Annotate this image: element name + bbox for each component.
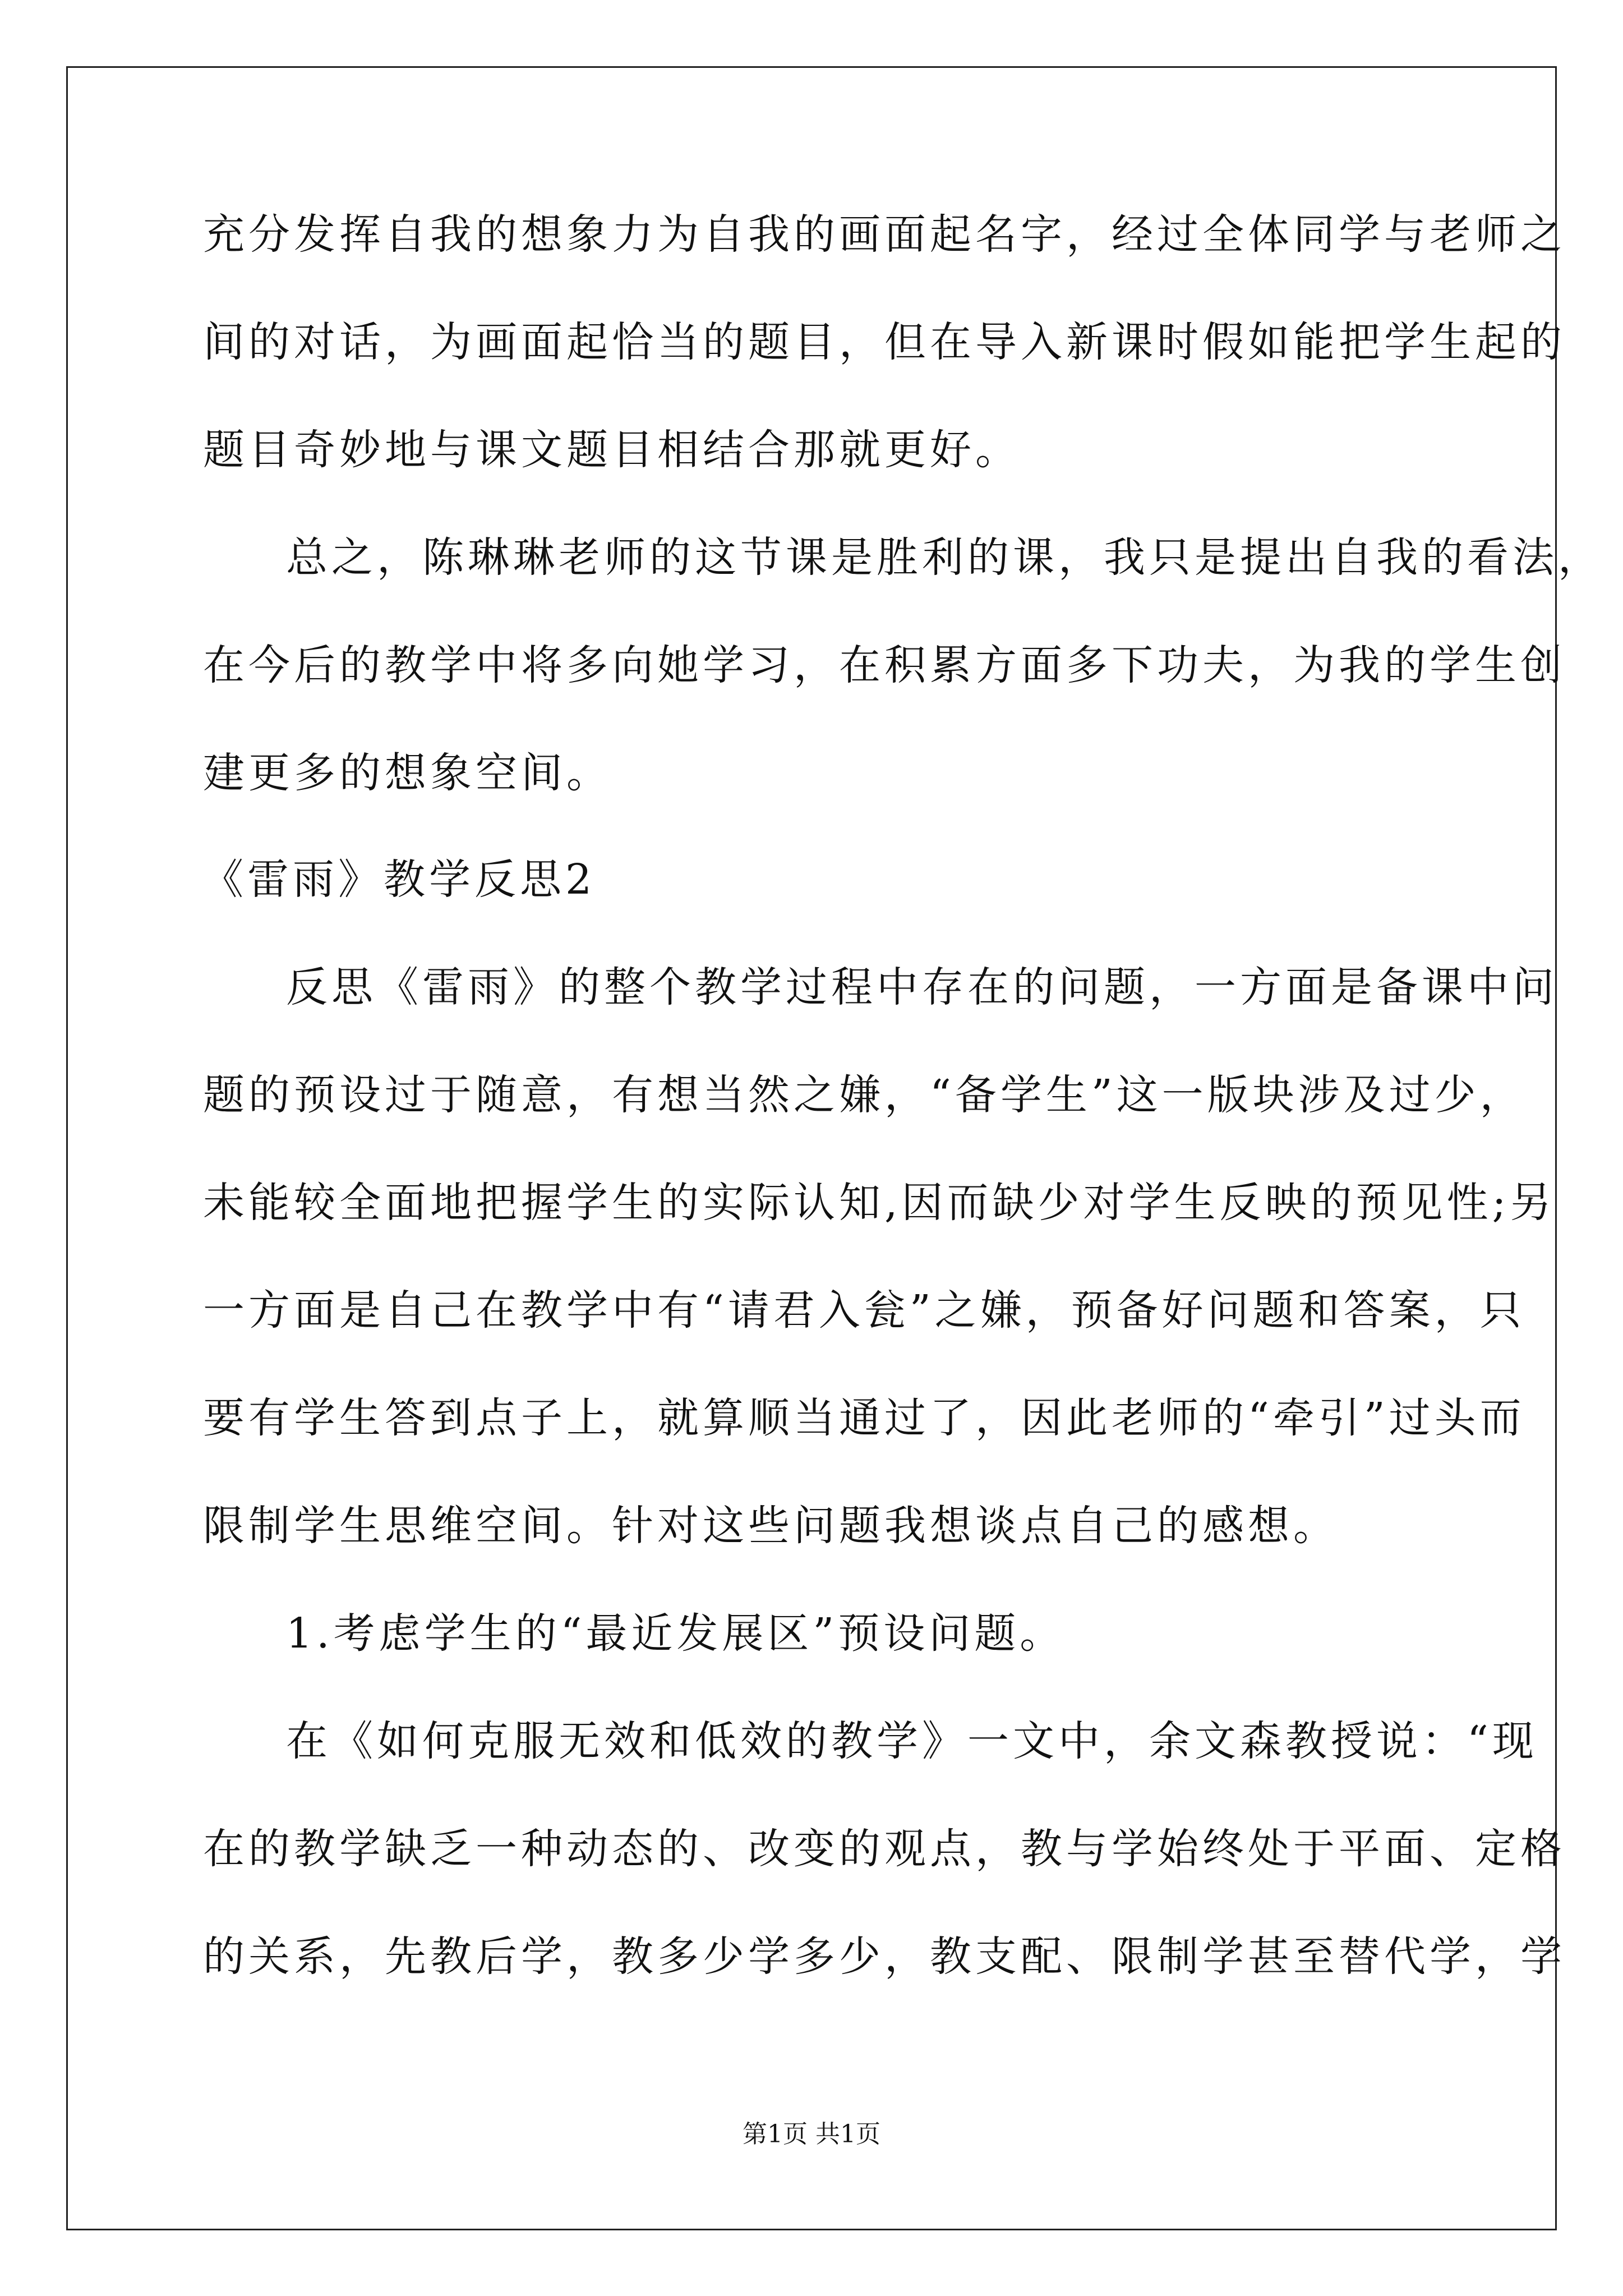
paragraph-line: 的关系，先教后学，教多少学多少，教支配、限制学甚至替代学，学 bbox=[203, 1932, 1566, 1981]
paragraph-line: 未能较全面地把握学生的实际认知,因而缺少对学生反映的预见性;另 bbox=[203, 1179, 1556, 1227]
section-heading: 《雷雨》教学反思2 bbox=[202, 855, 596, 904]
paragraph-line: 要有学生答到点子上，就算顺当通过了，因此老师的“牵引”过头而 bbox=[203, 1394, 1525, 1442]
paragraph-line: 间的对话，为画面起恰当的题目，但在导入新课时假如能把学生起的 bbox=[203, 318, 1566, 366]
page-number-footer: 第1页 共1页 bbox=[743, 2120, 880, 2148]
paragraph-line: 限制学生思维空间。针对这些问题我想谈点自己的感想。 bbox=[203, 1502, 1339, 1550]
paragraph-line: 反思《雷雨》的整个教学过程中存在的问题，一方面是备课中问 bbox=[286, 963, 1558, 1011]
paragraph-line: 题的预设过于随意，有想当然之嫌，“备学生”这一版块涉及过少， bbox=[203, 1071, 1525, 1119]
paragraph-line: 在《如何克服无效和低效的教学》一文中，余文森教授说：“现 bbox=[286, 1717, 1538, 1765]
numbered-item: 1.考虑学生的“最近发展区”预设问题。 bbox=[286, 1609, 1066, 1658]
paragraph-line: 在的教学缺乏一种动态的、改变的观点，教与学始终处于平面、定格 bbox=[203, 1825, 1566, 1873]
page-border bbox=[66, 66, 1557, 2230]
paragraph-line: 建更多的想象空间。 bbox=[203, 749, 612, 797]
paragraph-line: 一方面是自己在教学中有“请君入瓮”之嫌，预备好问题和答案，只 bbox=[203, 1286, 1525, 1335]
paragraph-line: 总之，陈琳琳老师的这节课是胜利的课，我只是提出自我的看法， bbox=[286, 533, 1603, 582]
paragraph-line: 题目奇妙地与课文题目相结合那就更好。 bbox=[203, 426, 1021, 474]
paragraph-line: 充分发挥自我的想象力为自我的画面起名字，经过全体同学与老师之 bbox=[203, 210, 1566, 259]
paragraph-line: 在今后的教学中将多向她学习，在积累方面多下功夫，为我的学生创 bbox=[203, 641, 1566, 689]
